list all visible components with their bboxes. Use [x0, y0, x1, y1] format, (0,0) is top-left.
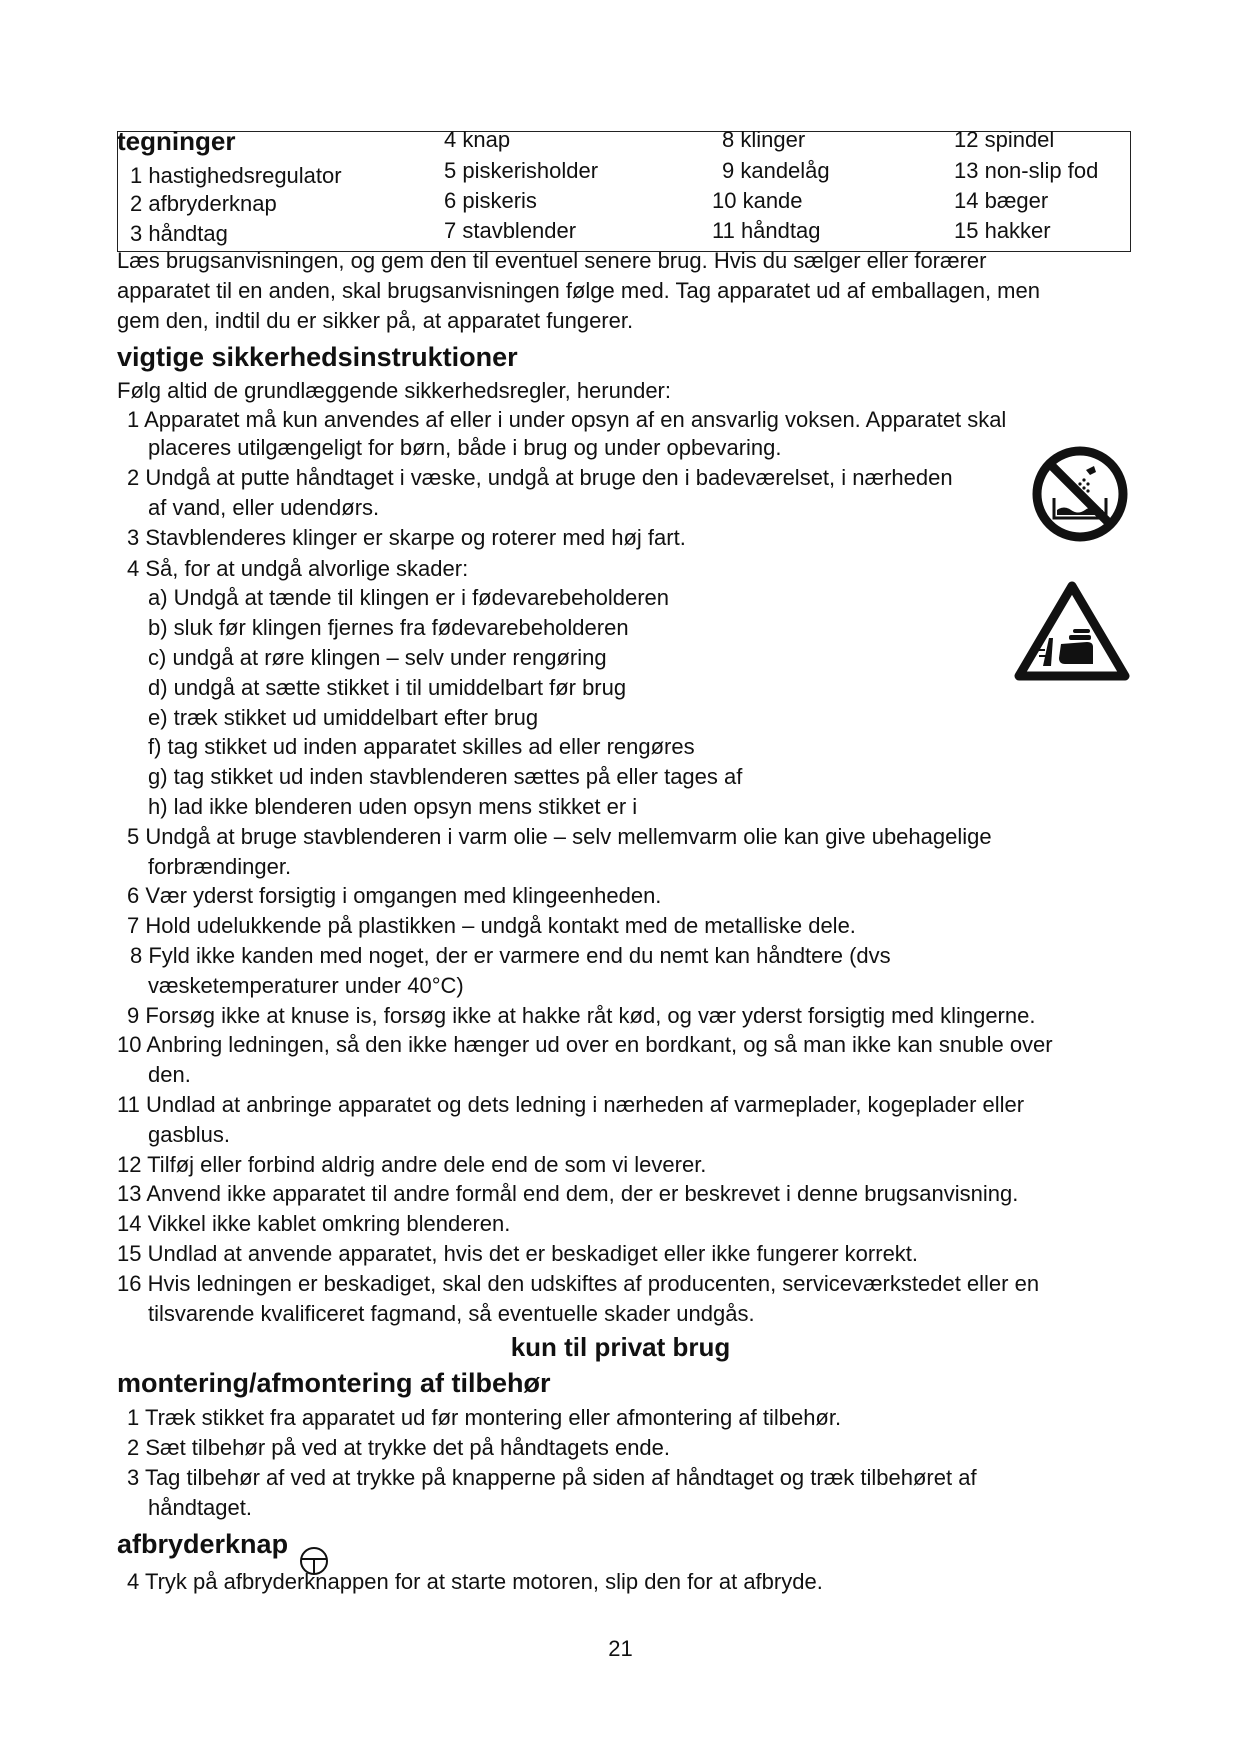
safety-line: gasblus. — [148, 1122, 230, 1147]
assembly-line: 2 Sæt tilbehør på ved at trykke det på håndtagets ende. — [127, 1435, 671, 1460]
safety-line: væsketemperaturer under 40°C) — [148, 973, 464, 998]
safety-line: 3 Stavblenderes klinger er skarpe og roterer med høj fart. — [127, 525, 686, 550]
part-item: 2 afbryderknap — [130, 191, 277, 216]
safety-line: 11 Undlad at anbringe apparatet og dets ledning i nærheden af varmeplader, kogeplader eller — [117, 1092, 1025, 1117]
part-item: 12 spindel — [954, 127, 1055, 152]
safety-line: placeres utilgængeligt for børn, både i brug og under opbevaring. — [148, 435, 782, 460]
safety-line: tilsvarende kvalificeret fagmand, så eventuelle skader undgås. — [148, 1301, 755, 1326]
part-item: 11 håndtag — [712, 218, 821, 243]
parts-title: tegninger — [117, 126, 236, 156]
part-item: 14 bæger — [954, 188, 1049, 213]
safety-line: 15 Undlad at anvende apparatet, hvis det er beskadiget eller ikke fungerer korrekt. — [117, 1241, 919, 1266]
private-use-note: kun til privat brug — [510, 1332, 731, 1362]
safety-line: 12 Tilføj eller forbind aldrig andre dele end de som vi leverer. — [117, 1152, 707, 1177]
part-item: 5 piskerisholder — [444, 158, 599, 183]
safety-line: b) sluk før klingen fjernes fra fødevarebeholderen — [148, 615, 629, 640]
safety-line: 8 Fyld ikke kanden med noget, der er varmere end du nemt kan håndtere (dvs — [130, 943, 891, 968]
part-item: 3 håndtag — [130, 221, 228, 246]
part-item: 9 kandelåg — [722, 158, 830, 183]
switch-line: 4 Tryk på afbryderknappen for at starte motoren, slip den for at afbryde. — [127, 1569, 823, 1594]
safety-line: a) Undgå at tænde til klingen er i fødevarebeholderen — [148, 585, 669, 610]
assembly-heading: montering/afmontering af tilbehør — [117, 1368, 551, 1398]
part-item: 13 non-slip fod — [954, 158, 1099, 183]
safety-line: g) tag stikket ud inden stavblenderen sættes på eller tages af — [148, 764, 743, 789]
safety-line: 9 Forsøg ikke at knuse is, forsøg ikke at hakke råt kød, og vær yderst forsigtig med klingerne. — [127, 1003, 1036, 1028]
intro-line: Læs brugsanvisningen, og gem den til eventuel senere brug. Hvis du sælger eller forærer — [117, 248, 987, 273]
part-item: 7 stavblender — [444, 218, 577, 243]
safety-line: forbrændinger. — [148, 854, 292, 879]
safety-line: 5 Undgå at bruge stavblenderen i varm olie – selv mellemvarm olie kan give ubehagelige — [127, 824, 992, 849]
part-item: 8 klinger — [722, 127, 806, 152]
assembly-line: 3 Tag tilbehør af ved at trykke på knapperne på siden af håndtaget og træk tilbehøret af — [127, 1465, 977, 1490]
assembly-line: håndtaget. — [148, 1495, 252, 1520]
safety-line: 14 Vikkel ikke kablet omkring blenderen. — [117, 1211, 511, 1236]
intro-line: gem den, indtil du er sikker på, at apparatet fungerer. — [117, 308, 634, 333]
part-item: 4 knap — [444, 127, 511, 152]
no-water-icon — [1030, 444, 1130, 544]
safety-line: f) tag stikket ud inden apparatet skilles ad eller rengøres — [148, 734, 695, 759]
page-number: 21 — [608, 1636, 633, 1661]
part-item: 15 hakker — [954, 218, 1051, 243]
safety-line: h) lad ikke blenderen uden opsyn mens stikket er i — [148, 794, 638, 819]
safety-line: 16 Hvis ledningen er beskadiget, skal den udskiftes af producenten, serviceværkstedet eller en — [117, 1271, 1040, 1296]
intro-line: apparatet til en anden, skal brugsanvisningen følge med. Tag apparatet ud af emballagen, men — [117, 278, 1040, 303]
part-item: 1 hastighedsregulator — [130, 163, 342, 188]
safety-heading: vigtige sikkerhedsinstruktioner — [117, 342, 518, 372]
safety-line: af vand, eller udendørs. — [148, 495, 380, 520]
safety-line: d) undgå at sætte stikket i til umiddelbart før brug — [148, 675, 627, 700]
part-item: 6 piskeris — [444, 188, 537, 213]
safety-line: 6 Vær yderst forsigtig i omgangen med klingeenheden. — [127, 883, 662, 908]
safety-line: 13 Anvend ikke apparatet til andre formål end dem, der er beskrevet i denne brugsanvisning. — [117, 1181, 1019, 1206]
safety-line: e) træk stikket ud umiddelbart efter brug — [148, 705, 539, 730]
part-item: 10 kande — [712, 188, 803, 213]
safety-line: 2 Undgå at putte håndtaget i væske, undgå at bruge den i badeværelset, i nærheden — [127, 465, 953, 490]
assembly-line: 1 Træk stikket fra apparatet ud før montering eller afmontering af tilbehør. — [127, 1405, 842, 1430]
safety-line: 4 Så, for at undgå alvorlige skader: — [127, 556, 469, 581]
safety-line: 1 Apparatet må kun anvendes af eller i under opsyn af en ansvarlig voksen. Apparatet skal — [127, 407, 1007, 432]
safety-line: 7 Hold udelukkende på plastikken – undgå kontakt med de metalliske dele. — [127, 913, 856, 938]
safety-line: c) undgå at røre klingen – selv under rengøring — [148, 645, 607, 670]
safety-lead: Følg altid de grundlæggende sikkerhedsregler, herunder: — [117, 378, 671, 403]
switch-heading: afbryderknap — [117, 1529, 289, 1559]
sharp-blade-warning-icon — [1013, 580, 1131, 684]
safety-line: 10 Anbring ledningen, så den ikke hænger ud over en bordkant, og så man ikke kan snuble over — [117, 1032, 1053, 1057]
safety-line: den. — [148, 1062, 191, 1087]
